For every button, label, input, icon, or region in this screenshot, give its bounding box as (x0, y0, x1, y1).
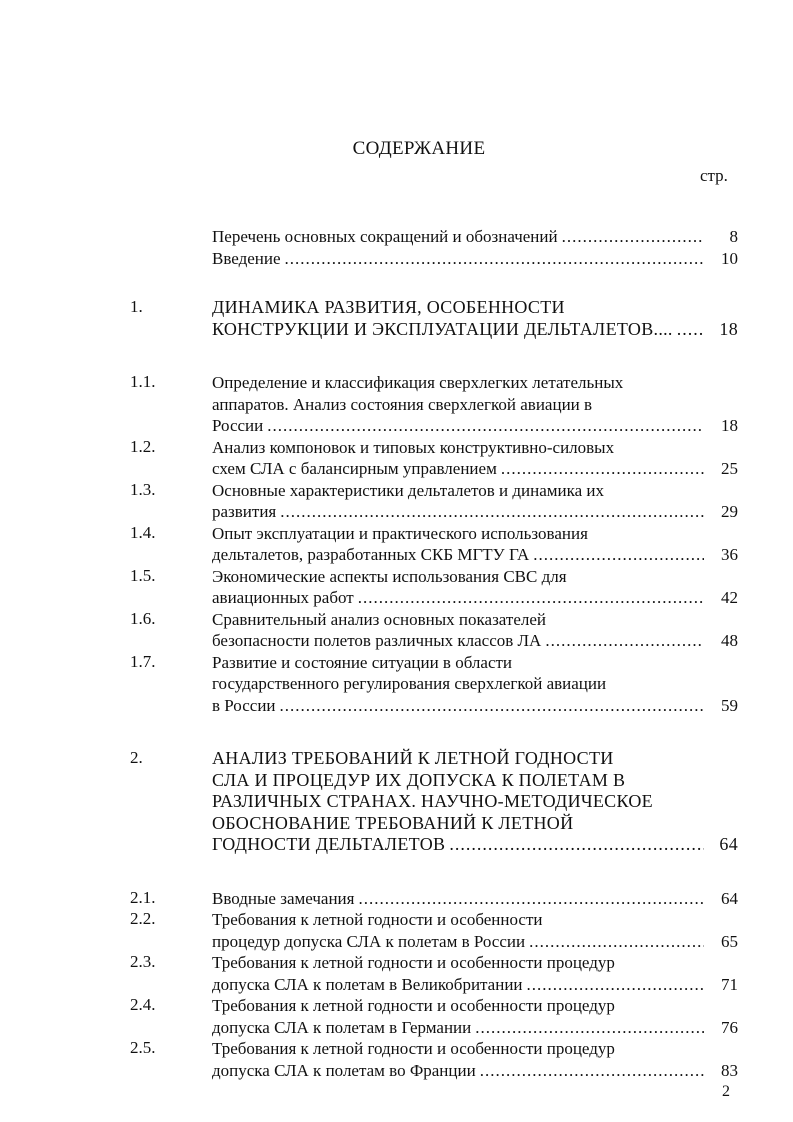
toc-entry-page: 65 (721, 931, 738, 951)
toc-entry-text: КОНСТРУКЦИИ И ЭКСПЛУАТАЦИИ ДЕЛЬТАЛЕТОВ.... (212, 318, 673, 339)
toc-entry-page: 18 (719, 318, 738, 339)
toc-entry-page: 29 (721, 502, 738, 521)
toc-entry (0, 226, 793, 248)
toc-entry-number: 1.2. (130, 436, 156, 456)
toc-entry-text: России (212, 416, 264, 435)
toc-entry-page: 42 (721, 588, 738, 607)
toc-entry-page: 8 (729, 227, 738, 246)
toc-entry-text: СЛА И ПРОЦЕДУР ИХ ДОПУСКА К ПОЛЕТАМ В (212, 769, 626, 790)
leader-dots (280, 501, 704, 523)
toc-entry-number: 1.3. (130, 479, 156, 499)
spacer (0, 856, 793, 888)
toc-entry (0, 995, 793, 1038)
toc-entry-number: 2. (130, 748, 143, 767)
toc-entry-page: 48 (721, 631, 738, 650)
toc-entry (0, 566, 793, 609)
toc-entry-number: 2.5. (130, 1038, 156, 1057)
spacer (0, 716, 793, 748)
leader-dots (677, 319, 704, 341)
page-title: СОДЕРЖАНИЕ (352, 138, 486, 159)
leader-dots (533, 544, 704, 566)
toc-entry-text: допуска СЛА к полетам в Германии (212, 1017, 472, 1037)
toc-entry-number: 1.7. (130, 651, 156, 671)
toc-entry-text: аппаратов. Анализ состояния сверхлегкой авиации в (212, 394, 593, 414)
toc-entry (0, 909, 793, 952)
toc-entry-text: в России (212, 695, 276, 715)
leader-dots (545, 630, 704, 652)
toc-entry-text: Требования к летной годности и особенности (212, 910, 543, 929)
toc-entry-text: безопасности полетов различных классов ЛА (212, 631, 542, 650)
toc-entry-page: 64 (719, 834, 738, 854)
leader-dots (280, 695, 704, 717)
toc-entry-text: государственного регулирования сверхлегкой авиации (212, 674, 607, 693)
toc-chapter (0, 748, 793, 856)
toc-entry-number: 2.2. (130, 909, 156, 928)
toc-entry-page: 36 (721, 545, 738, 564)
table-of-contents (0, 226, 793, 1081)
toc-entry (0, 952, 793, 995)
leader-dots (527, 974, 704, 996)
page-column-label: стр. (700, 166, 728, 185)
toc-entry (0, 248, 793, 270)
toc-entry-text: Вводные замечания (212, 888, 355, 908)
leader-dots (267, 415, 704, 437)
leader-dots (475, 1017, 704, 1039)
toc-entry (0, 652, 793, 717)
toc-entry-text: Перечень основных сокращений и обозначений (212, 227, 558, 246)
toc-entry-text: Экономические аспекты использования СВС для (212, 566, 567, 586)
spacer (0, 269, 793, 297)
toc-entry-text: дельталетов, разработанных СКБ МГТУ ГА (212, 545, 530, 564)
leader-dots (449, 834, 704, 856)
leader-dots (358, 587, 704, 609)
toc-entry-page: 83 (721, 1060, 738, 1080)
toc-entry (0, 609, 793, 652)
toc-entry-number: 1.1. (130, 372, 156, 391)
toc-entry (0, 523, 793, 566)
toc-entry-page: 59 (721, 695, 738, 715)
toc-entry-number: 1.6. (130, 608, 156, 628)
toc-entry-number: 1.4. (130, 522, 156, 542)
toc-entry (0, 372, 793, 437)
leader-dots (285, 248, 704, 270)
toc-entry-text: авиационных работ (212, 588, 354, 607)
toc-entry-text: Требования к летной годности и особенности процедур (212, 996, 615, 1015)
spacer (0, 340, 793, 372)
toc-entry-page: 76 (721, 1017, 738, 1037)
page-number: 2 (722, 1083, 730, 1100)
toc-entry-text: ГОДНОСТИ ДЕЛЬТАЛЕТОВ (212, 834, 446, 854)
toc-entry-page: 18 (721, 416, 738, 435)
toc-entry (0, 1038, 793, 1081)
toc-entry-text: Определение и классификация сверхлегких летательных (212, 373, 624, 392)
leader-dots (501, 458, 704, 480)
toc-entry-text: АНАЛИЗ ТРЕБОВАНИЙ К ЛЕТНОЙ ГОДНОСТИ (212, 748, 614, 768)
leader-dots (480, 1060, 704, 1082)
toc-entry-text: процедур допуска СЛА к полетам в России (212, 931, 526, 951)
toc-entry (0, 437, 793, 480)
toc-entry-text: ДИНАМИКА РАЗВИТИЯ, ОСОБЕННОСТИ (212, 297, 565, 317)
toc-entry-number: 1.5. (130, 565, 156, 585)
toc-entry-page: 25 (721, 459, 738, 478)
toc-entry-text: РАЗЛИЧНЫХ СТРАНАХ. НАУЧНО-МЕТОДИЧЕСКОЕ (212, 791, 653, 811)
leader-dots (358, 888, 704, 910)
toc-entry-number: 2.1. (130, 887, 156, 907)
toc-entry-text: Анализ компоновок и типовых конструктивно-силовых (212, 437, 615, 457)
toc-entry-text: Введение (212, 248, 281, 268)
toc-entry-text: допуска СЛА к полетам во Франции (212, 1060, 476, 1080)
toc-entry-page: 71 (721, 974, 738, 994)
toc-entry-text: Опыт эксплуатации и практического использования (212, 523, 588, 543)
toc-entry-text: Развитие и состояние ситуации в области (212, 652, 513, 672)
toc-entry-text: схем СЛА с балансирным управлением (212, 459, 497, 478)
toc-entry-text: допуска СЛА к полетам в Великобритании (212, 974, 523, 994)
toc-entry-number: 2.3. (130, 952, 156, 971)
leader-dots (562, 226, 704, 248)
toc-entry-page: 10 (721, 248, 738, 268)
toc-entry-text: развития (212, 502, 277, 521)
toc-entry (0, 888, 793, 910)
toc-entry-text: Требования к летной годности и особенности процедур (212, 953, 615, 972)
toc-entry-text: ОБОСНОВАНИЕ ТРЕБОВАНИЙ К ЛЕТНОЙ (212, 812, 574, 833)
toc-entry-text: Требования к летной годности и особенности процедур (212, 1039, 615, 1058)
toc-entry-number: 1. (130, 297, 143, 316)
leader-dots (529, 931, 704, 953)
toc-entry-text: Сравнительный анализ основных показателей (212, 609, 546, 629)
toc-entry-text: Основные характеристики дельталетов и динамика их (212, 480, 605, 500)
toc-entry (0, 480, 793, 523)
toc-entry-page: 64 (721, 888, 738, 908)
toc-entry-number: 2.4. (130, 995, 156, 1014)
toc-chapter (0, 297, 793, 340)
